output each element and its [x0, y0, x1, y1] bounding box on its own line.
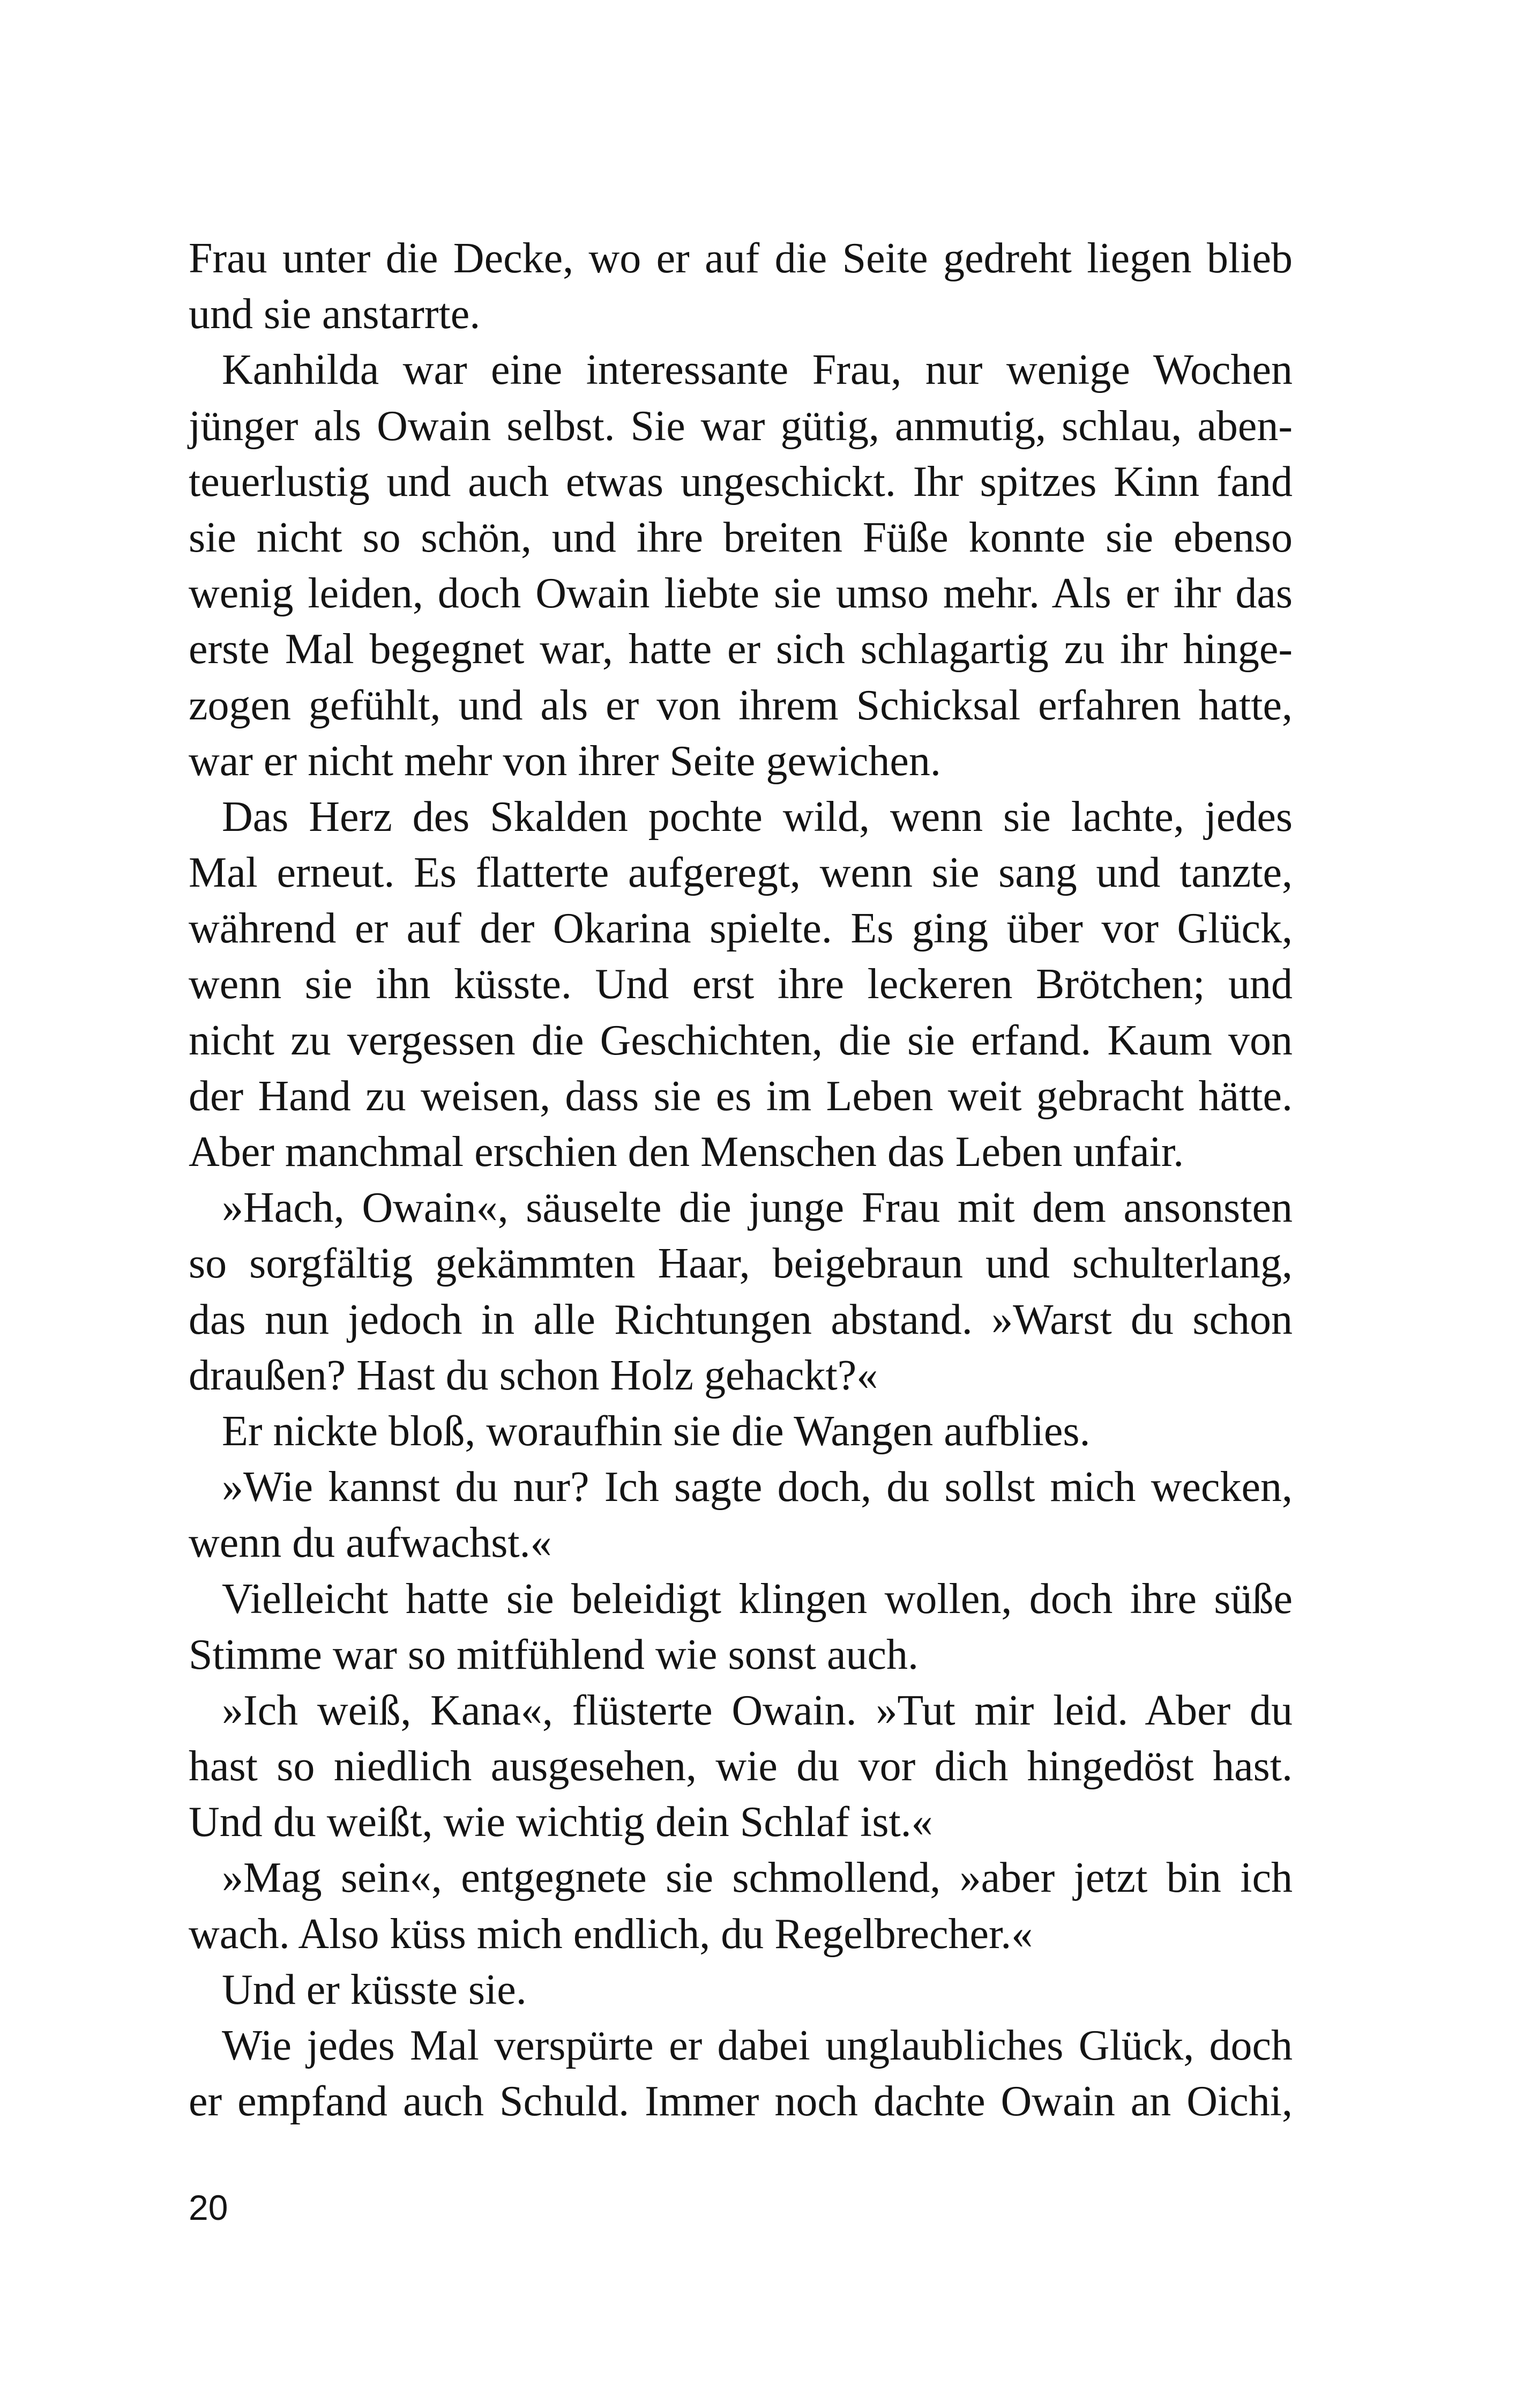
text-line: Und du weißt, wie wichtig dein Schlaf ist.« — [189, 1798, 933, 1846]
text-line: und sie anstarrte. — [189, 291, 481, 338]
body-text — [189, 231, 1293, 2129]
text-line: »Mag sein«, entgegnete sie schmollend, »aber jetzt bin ich — [222, 1854, 1293, 1902]
text-line: zogen gefühlt, und als er von ihrem Schicksal erfahren hatte, — [189, 681, 1293, 729]
text-line: jünger als Owain selbst. Sie war gütig, anmutig, schlau, aben- — [189, 402, 1293, 450]
text-line: er empfand auch Schuld. Immer noch dachte Owain an Oichi, — [189, 2078, 1293, 2125]
text-line: nicht zu vergessen die Geschichten, die sie erfand. Kaum von — [189, 1016, 1293, 1064]
text-line: Kanhilda war eine interessante Frau, nur wenige Wochen — [222, 346, 1293, 394]
text-line: Und er küsste sie. — [222, 1966, 527, 2013]
text-line: wach. Also küss mich endlich, du Regelbrecher.« — [189, 1910, 1033, 1958]
text-line: das nun jedoch in alle Richtungen abstand. »Warst du schon — [189, 1296, 1293, 1343]
text-line: »Hach, Owain«, säuselte die junge Frau mit dem ansonsten — [222, 1184, 1293, 1232]
text-line: Das Herz des Skalden pochte wild, wenn sie lachte, jedes — [222, 793, 1293, 841]
text-line: wenn du aufwachst.« — [189, 1519, 552, 1567]
text-line: hast so niedlich ausgesehen, wie du vor dich hingedöst hast. — [189, 1743, 1293, 1790]
text-line: wenn sie ihn küsste. Und erst ihre leckeren Brötchen; und — [189, 961, 1293, 1008]
page-number: 20 — [189, 2188, 228, 2227]
text-line: Stimme war so mitfühlend wie sonst auch. — [189, 1631, 919, 1678]
text-line: Frau unter die Decke, wo er auf die Seite gedreht liegen blieb — [189, 235, 1293, 282]
text-line: »Ich weiß, Kana«, flüsterte Owain. »Tut mir leid. Aber du — [222, 1686, 1293, 1734]
text-line: erste Mal begegnet war, hatte er sich schlagartig zu ihr hinge- — [189, 626, 1293, 673]
text-line: sie nicht so schön, und ihre breiten Füße konnte sie ebenso — [189, 514, 1293, 561]
text-line: draußen? Hast du schon Holz gehackt?« — [189, 1351, 878, 1399]
text-line: während er auf der Okarina spielte. Es ging über vor Glück, — [189, 905, 1293, 953]
text-line: »Wie kannst du nur? Ich sagte doch, du sollst mich wecken, — [222, 1463, 1293, 1511]
text-line: teuerlustig und auch etwas ungeschickt. Ihr spitzes Kinn fand — [189, 458, 1293, 506]
text-line: Er nickte bloß, woraufhin sie die Wangen aufblies. — [222, 1407, 1091, 1455]
text-line: Wie jedes Mal verspürte er dabei unglaubliches Glück, doch — [222, 2022, 1293, 2069]
text-line: Aber manchmal erschien den Menschen das Leben unfair. — [189, 1128, 1184, 1176]
text-line: so sorgfältig gekämmten Haar, beigebraun und schulterlang, — [189, 1240, 1293, 1288]
text-line: war er nicht mehr von ihrer Seite gewichen. — [189, 737, 941, 785]
text-line: Vielleicht hatte sie beleidigt klingen wollen, doch ihre süße — [222, 1575, 1293, 1623]
text-line: Mal erneut. Es flatterte aufgeregt, wenn sie sang und tanzte, — [189, 849, 1293, 897]
text-line: wenig leiden, doch Owain liebte sie umso mehr. Als er ihr das — [189, 570, 1293, 618]
text-line: der Hand zu weisen, dass sie es im Leben weit gebracht hätte. — [189, 1072, 1293, 1120]
